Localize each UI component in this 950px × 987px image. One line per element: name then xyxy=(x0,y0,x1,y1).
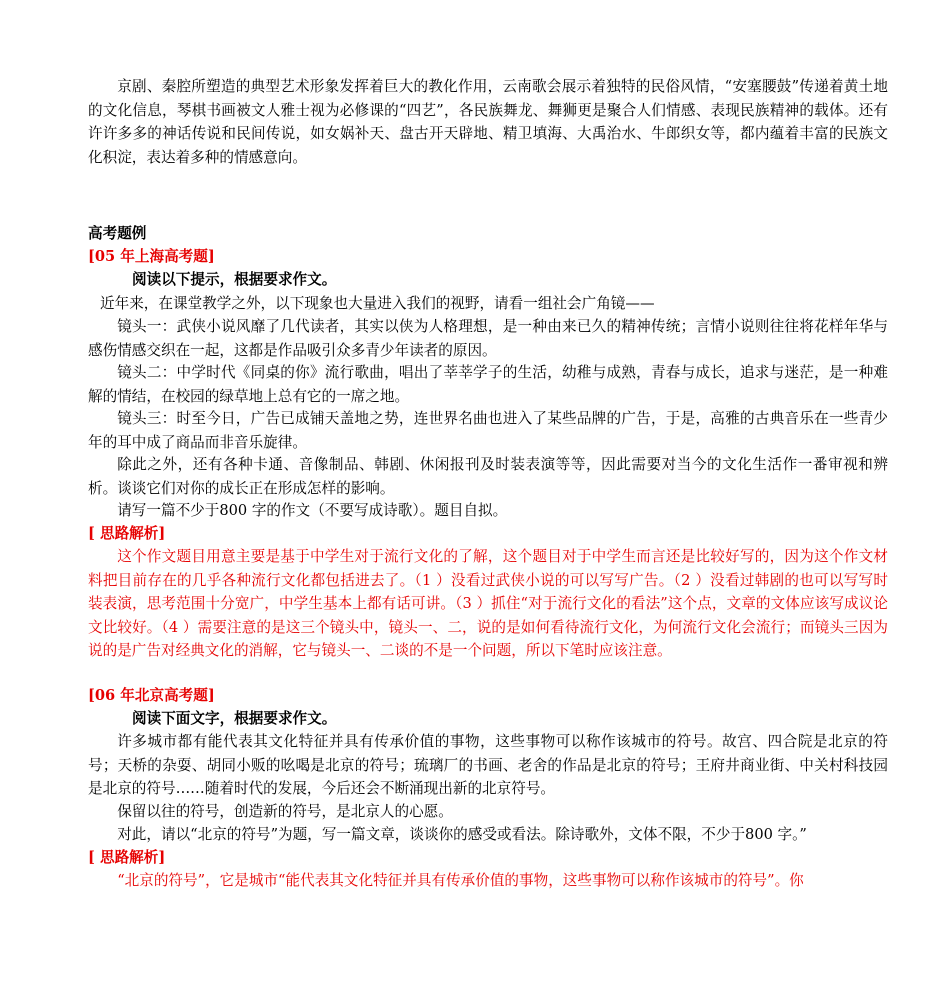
section-title: 高考题例 xyxy=(88,225,147,242)
q1-instruction: 阅读以下提示，根据要求作文。 xyxy=(132,271,337,288)
q2-wish: 保留以往的符号，创造新的符号，是北京人的心愿。 xyxy=(117,803,453,820)
q2-analysis: “北京的符号”，它是城市“能代表其文化特征并具有传承价值的事物，这些事物可以称作该城市的符号”。你 xyxy=(117,872,804,889)
q1-lead: 近年来，在课堂教学之外，以下现象也大量进入我们的视野，请看一组社会广角镜—— xyxy=(100,295,655,312)
q1-analysis: 这个作文题目用意主要是基于中学生对于流行文化的了解，这个题目对于中学生而言还是比较好写的，因为这个作文材料把目前存在的几乎各种流行文化都包括进去了。（1 ）没看过武侠小说的可以写写广告。（2 ）没看过韩剧的也可以写写时装表演，思考范围十分宽广，中学生基本上都有话可讲。（3 ）抓住“对于流行文化的看法”这个点，文章的文体应该写成议论文比较好。（4 ）需要注意的是这三个镜头中，镜头一、二，说的是如何看待流行文化，为何流行文化会流行；而镜头三因为说的是广告对经典文化的消解，它与镜头一、二谈的不是一个问题，所以下笔时应该注意。 xyxy=(88,548,888,659)
q1-other: 除此之外，还有各种卡通、音像制品、韩剧、休闲报刊及时装表演等等，因此需要对当今的文化生活作一番审视和辨析。谈谈它们对你的成长正在形成怎样的影响。 xyxy=(88,456,888,497)
q2-requirement: 对此，请以“北京的符号”为题，写一篇文章，谈谈你的感受或看法。除诗歌外，文体不限，不少于800 字。” xyxy=(117,826,807,843)
intro-paragraph: 京剧、秦腔所塑造的典型艺术形象发挥着巨大的教化作用，云南歌会展示着独特的民俗风情，“安塞腰鼓”传递着黄土地的文化信息，琴棋书画被文人雅士视为必修课的“四艺”，各民族舞龙、舞狮更是聚合人们情感、表现民族精神的载体。还有许许多多的神话传说和民间传说，如女娲补天、盘古开天辟地、精卫填海、大禹治水、牛郎织女等，都内蕴着丰富的民族文化积淀，表达着多种的情感意向。 xyxy=(88,78,888,166)
q2-analysis-label: [ 思路解析] xyxy=(88,849,166,866)
q1-shot1: 镜头一：武侠小说风靡了几代读者，其实以侠为人格理想，是一种由来已久的精神传统；言情小说则往往将花样年华与感伤情感交织在一起，这都是作品吸引众多青少年读者的原因。 xyxy=(88,318,888,359)
q2-heading: [06 年北京高考题] xyxy=(88,687,215,704)
q2-instruction: 阅读下面文字，根据要求作文。 xyxy=(132,710,337,727)
q1-heading: [05 年上海高考题] xyxy=(88,248,215,265)
q1-requirement: 请写一篇不少于800 字的作文（不要写成诗歌）。题目自拟。 xyxy=(117,502,508,519)
q1-shot2: 镜头二：中学时代《同桌的你》流行歌曲，唱出了莘莘学子的生活，幼稚与成熟，青春与成长，追求与迷茫，是一种难解的情结，在校园的绿草地上总有它的一席之地。 xyxy=(88,364,888,405)
q1-analysis-label: [ 思路解析] xyxy=(88,525,166,542)
q1-shot3: 镜头三：时至今日，广告已成铺天盖地之势，连世界名曲也进入了某些品牌的广告，于是，高雅的古典音乐在一些青少年的耳中成了商品而非音乐旋律。 xyxy=(88,410,888,451)
q2-material: 许多城市都有能代表其文化特征并具有传承价值的事物，这些事物可以称作该城市的符号。故宫、四合院是北京的符号；天桥的杂耍、胡同小贩的吆喝是北京的符号；琉璃厂的书画、老舍的作品是北京的符号；王府井商业街、中关村科技园是北京的符号……随着时代的发展，今后还会不断涌现出新的北京符号。 xyxy=(88,733,888,797)
